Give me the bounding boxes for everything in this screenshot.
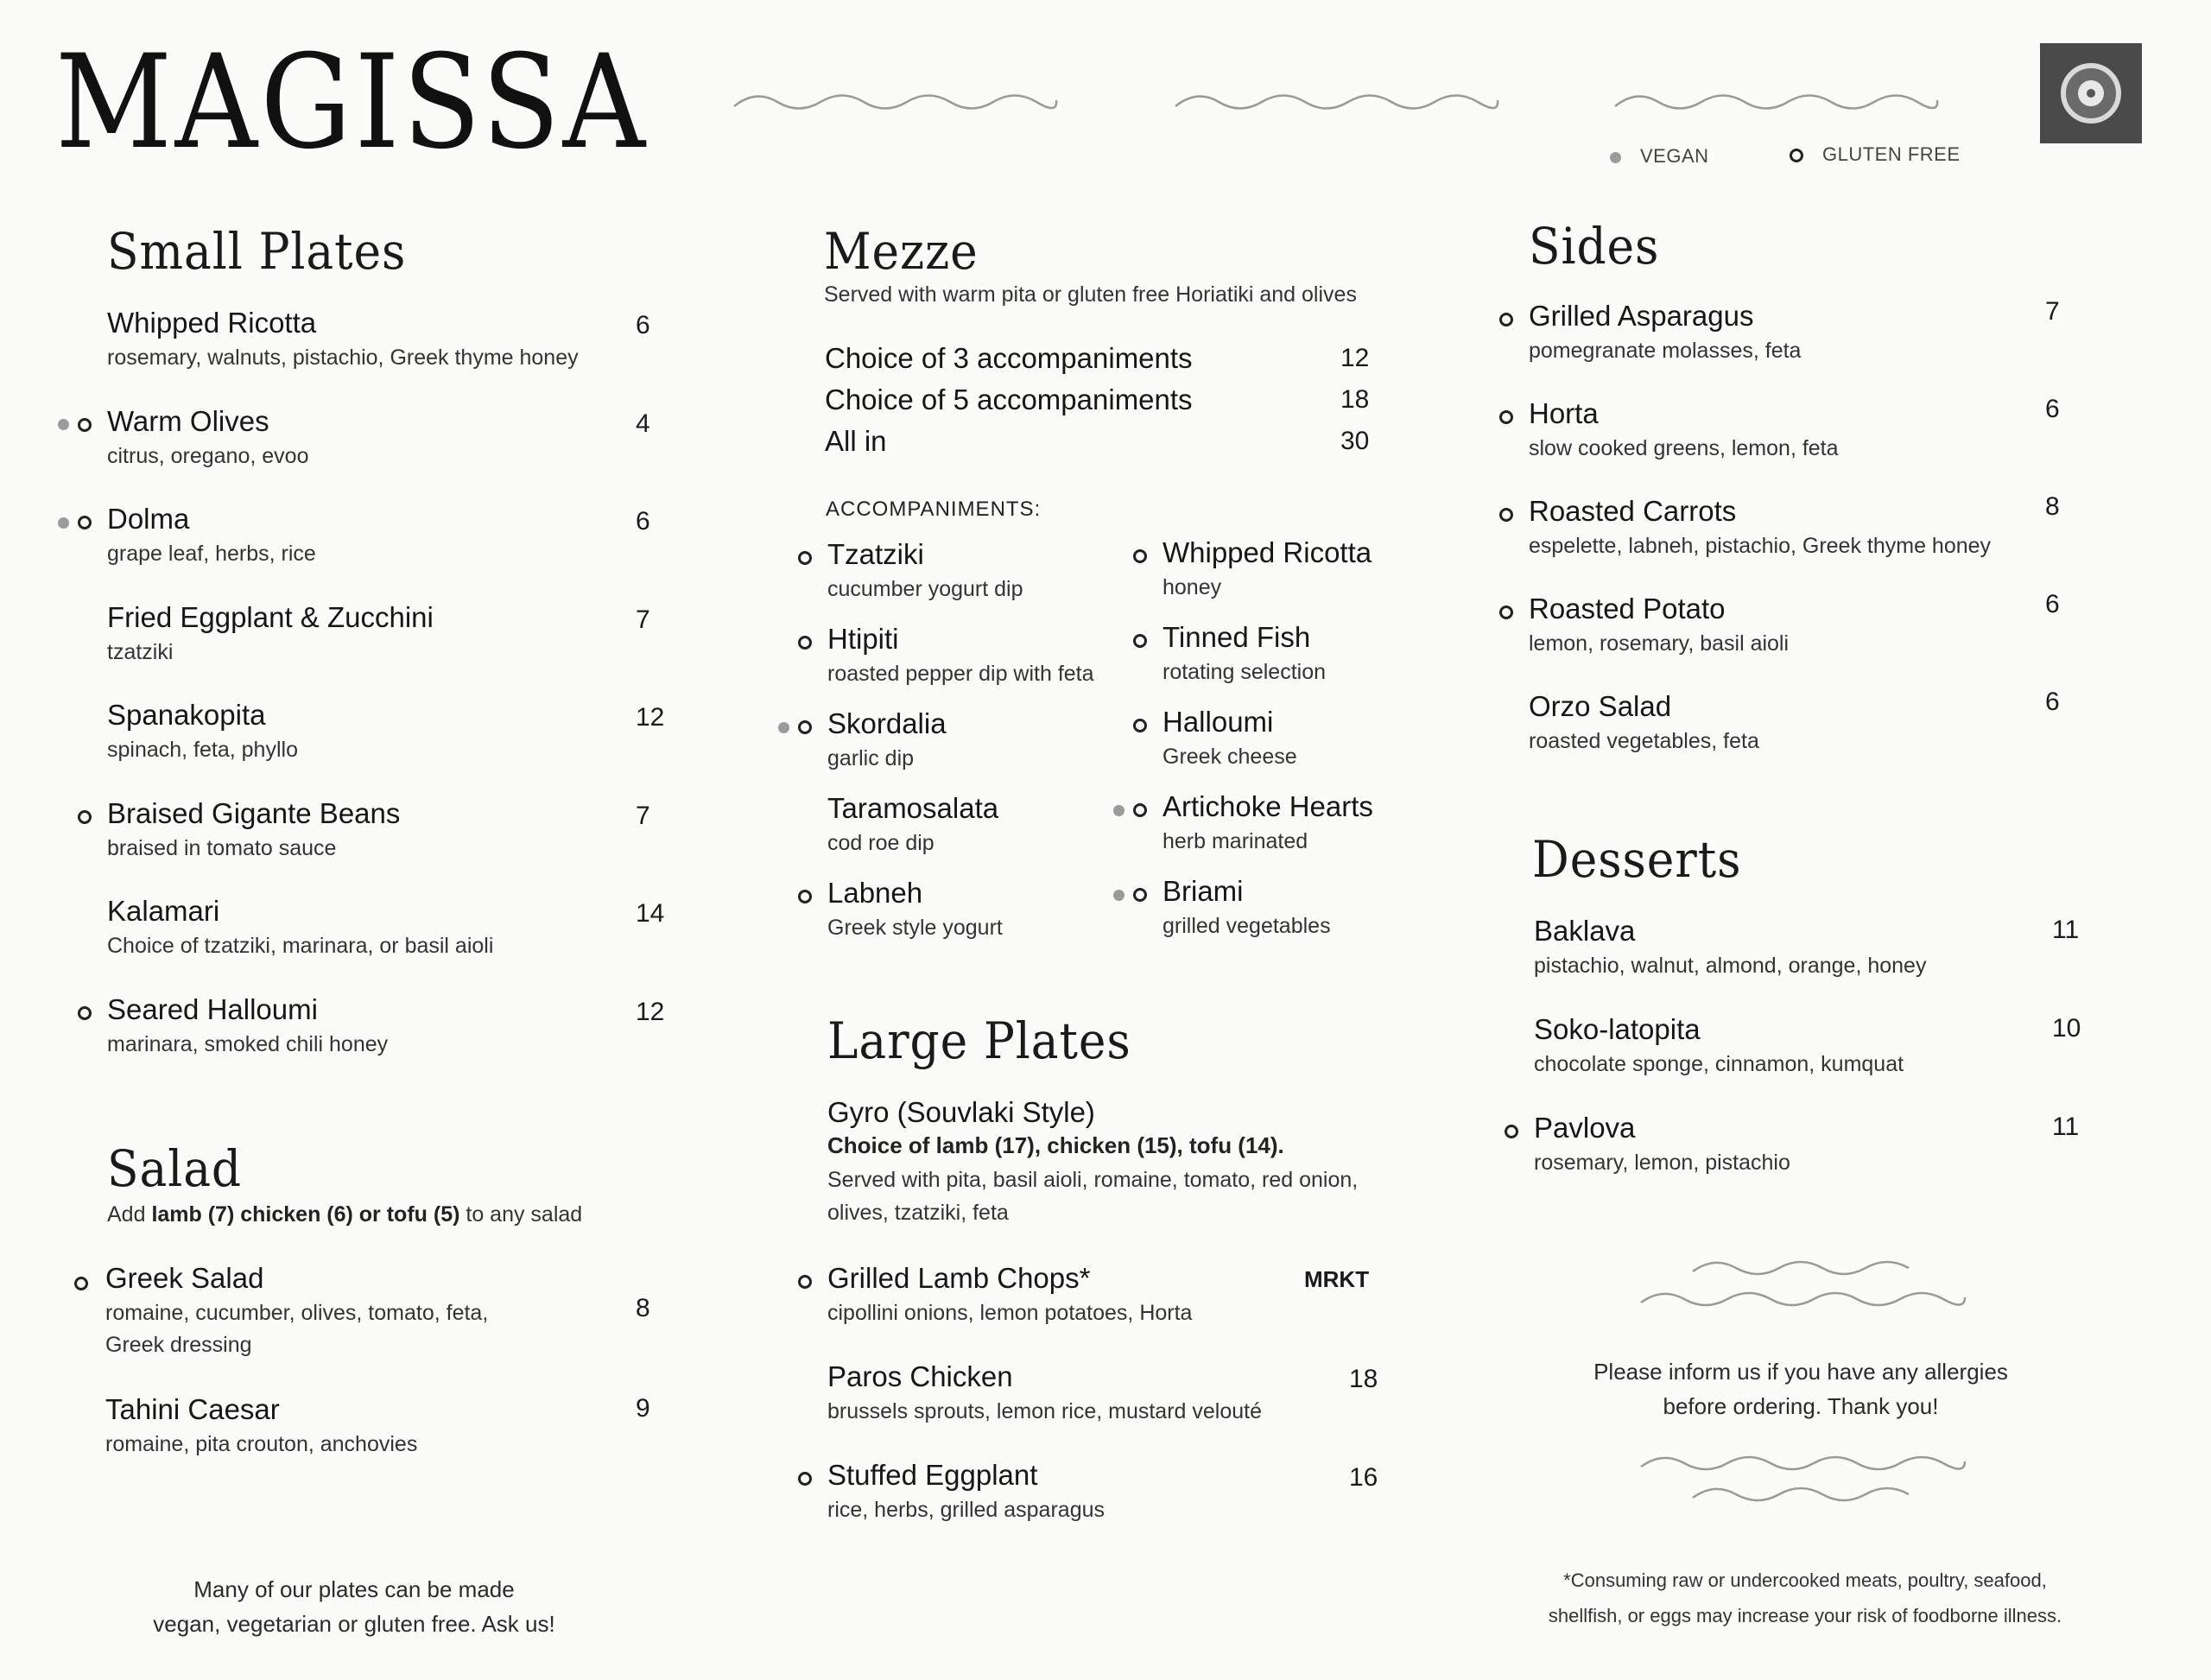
menu-item — [827, 1460, 1105, 1526]
mezze-choice-price: 18 — [1340, 385, 1370, 414]
menu-item — [107, 896, 493, 962]
vegan-dot-icon — [1113, 890, 1125, 901]
item-desc: roasted pepper dip with feta — [827, 662, 1094, 687]
item-name: Orzo Salad — [1529, 690, 1672, 722]
menu-item — [1529, 691, 1759, 758]
menu-item — [107, 504, 316, 570]
small-plates-title: Small Plates — [107, 222, 407, 281]
item-price: 8 — [636, 1294, 650, 1322]
item-marks — [1499, 508, 1513, 522]
item-desc: spinach, feta, phyllo — [107, 738, 298, 763]
item-desc: grilled vegetables — [1163, 914, 1331, 939]
brand-logo-text: MAGISSA — [55, 28, 649, 178]
item-price: 7 — [636, 801, 650, 830]
item-desc: cipollini onions, lemon potatoes, Horta — [827, 1301, 1193, 1326]
item-desc: honey — [1163, 575, 1222, 600]
item-name: Labneh — [827, 877, 923, 909]
item-desc: cucumber yogurt dip — [827, 577, 1023, 602]
gluten-free-ring-icon — [1133, 803, 1147, 817]
item-marks — [58, 418, 92, 432]
sides-title: Sides — [1529, 217, 1660, 276]
item-desc: rosemary, lemon, pistachio — [1534, 1151, 1790, 1176]
mezze-choice-label: Choice of 3 accompaniments — [825, 342, 1193, 374]
gluten-free-ring-icon — [798, 1275, 812, 1289]
item-name: Htipiti — [827, 623, 899, 655]
item-price: 11 — [2052, 916, 2080, 944]
large-plates-title: Large Plates — [827, 1011, 1131, 1070]
item-marks — [1499, 410, 1513, 424]
menu-item — [1163, 876, 1331, 942]
item-name: Artichoke Hearts — [1163, 790, 1373, 822]
item-desc: Choice of tzatziki, marinara, or basil aioli — [107, 934, 494, 959]
menu-item — [827, 793, 998, 859]
item-price: 6 — [636, 311, 650, 339]
menu-item — [107, 700, 298, 766]
item-price: 12 — [636, 703, 665, 732]
item-price: 9 — [636, 1394, 650, 1423]
item-price: 16 — [1349, 1463, 1378, 1492]
menu-item — [1529, 496, 1991, 562]
item-marks — [798, 1275, 812, 1289]
item-price: MRKT — [1304, 1266, 1370, 1292]
item-desc: pistachio, walnut, almond, orange, honey — [1534, 954, 1927, 979]
menu-item — [827, 878, 1003, 944]
menu-item — [1529, 301, 1801, 367]
item-price: 14 — [636, 899, 665, 928]
item-price: 6 — [2045, 688, 2060, 716]
item-name: Stuffed Eggplant — [827, 1459, 1038, 1491]
item-marks — [1133, 634, 1147, 648]
salad-subtitle: Add lamb (7) chicken (6) or tofu (5) to any salad — [107, 1202, 583, 1227]
gluten-free-ring-icon — [78, 810, 92, 824]
item-name: Halloumi — [1163, 706, 1274, 738]
vegan-dot-icon — [1113, 805, 1125, 816]
item-name: Tinned Fish — [1163, 621, 1311, 653]
item-marks — [798, 890, 812, 903]
vegan-dot-icon — [58, 517, 69, 529]
gluten-free-ring-icon — [1133, 888, 1147, 902]
desserts-title: Desserts — [1532, 830, 1742, 889]
item-name: Whipped Ricotta — [107, 307, 317, 339]
menu-item — [105, 1263, 488, 1360]
item-desc: cod roe dip — [827, 831, 934, 856]
legend-vegan: VEGAN — [1610, 145, 1709, 168]
gluten-free-ring-icon — [1133, 549, 1147, 563]
mezze-choice-label: All in — [825, 425, 887, 457]
item-name: Pavlova — [1534, 1112, 1636, 1144]
item-price: 4 — [636, 409, 650, 438]
item-price: 18 — [1349, 1365, 1378, 1393]
item-marks — [798, 1472, 812, 1486]
wave-decoration-3 — [1611, 85, 1939, 119]
item-desc: Greek cheese — [1163, 745, 1297, 770]
gluten-free-ring-icon — [74, 1277, 88, 1290]
item-desc: tzatziki — [107, 639, 174, 664]
item-desc: espelette, labneh, pistachio, Greek thyme honey — [1529, 534, 1992, 559]
legend-gluten-free: GLUTEN FREE — [1790, 143, 1961, 166]
item-name: Dolma — [107, 503, 190, 535]
item-name: Greek Salad — [105, 1262, 264, 1294]
menu-item — [1529, 398, 1839, 465]
item-name: Kalamari — [107, 895, 220, 927]
gluten-free-ring-icon — [1499, 313, 1513, 326]
menu-item — [1163, 622, 1326, 688]
restaurant-emblem-icon — [2040, 43, 2142, 143]
item-desc: chocolate sponge, cinnamon, kumquat — [1534, 1052, 1904, 1077]
item-marks — [1113, 803, 1147, 817]
gluten-free-ring-icon — [1499, 508, 1513, 522]
consuming-raw-disclaimer: *Consuming raw or undercooked meats, poultry, seafood, shellfish, or eggs may increase your risk of foodborne illness. — [1548, 1569, 2062, 1626]
item-name: Gyro (Souvlaki Style) — [827, 1096, 1095, 1128]
menu-item — [827, 1361, 1262, 1428]
item-desc: slow cooked greens, lemon, feta — [1529, 436, 1839, 461]
menu-item — [1163, 537, 1372, 604]
item-desc: rotating selection — [1163, 660, 1327, 685]
vegan-dot-icon — [778, 722, 789, 733]
item-marks — [1133, 719, 1147, 732]
item-name: Fried Eggplant & Zucchini — [107, 600, 434, 633]
menu-item — [107, 994, 388, 1061]
item-name: Warm Olives — [107, 404, 269, 437]
menu-item — [107, 798, 400, 865]
menu-item — [827, 624, 1094, 690]
menu-item-gyro — [827, 1097, 1358, 1230]
allergy-note: Please inform us if you have any allergies before ordering. Thank you! — [1593, 1359, 2008, 1420]
item-desc: pomegranate molasses, feta — [1529, 339, 1802, 364]
vegan-dot-icon — [58, 419, 69, 430]
item-price: 6 — [636, 507, 650, 536]
gluten-free-ring-icon — [1505, 1125, 1518, 1138]
item-desc: lemon, rosemary, basil aioli — [1529, 631, 1790, 656]
item-marks — [78, 1006, 92, 1020]
item-price: 11 — [2052, 1113, 2080, 1141]
gluten-free-ring-icon — [798, 720, 812, 734]
menu-item — [1163, 791, 1373, 858]
gluten-free-ring-icon — [78, 418, 92, 432]
item-desc: marinara, smoked chili honey — [107, 1031, 389, 1056]
gluten-free-ring-icon — [798, 1472, 812, 1486]
wave-decoration-5 — [1632, 1451, 1995, 1512]
menu-item — [827, 708, 947, 775]
menu-item — [107, 602, 434, 669]
item-price: 7 — [636, 605, 650, 634]
gluten-free-ring-icon — [1499, 410, 1513, 424]
item-name: Grilled Asparagus — [1529, 300, 1754, 332]
item-desc: braised in tomato sauce — [107, 835, 337, 860]
item-price: 6 — [2045, 590, 2060, 618]
item-desc: garlic dip — [827, 746, 915, 771]
wave-decoration-4 — [1632, 1252, 1995, 1313]
item-name: Roasted Potato — [1529, 593, 1726, 624]
item-marks — [74, 1277, 88, 1290]
menu-item — [1163, 707, 1297, 773]
item-name: Soko-latopita — [1534, 1013, 1701, 1045]
accompaniments-label: ACCOMPANIMENTS: — [826, 498, 1042, 521]
item-marks — [1499, 605, 1513, 619]
item-marks — [1133, 549, 1147, 563]
menu-item — [105, 1394, 417, 1461]
item-price: 8 — [2045, 492, 2060, 521]
menu-item — [107, 406, 308, 472]
item-marks — [1505, 1125, 1518, 1138]
item-name: Whipped Ricotta — [1163, 536, 1372, 568]
item-name: Taramosalata — [827, 792, 999, 824]
item-marks — [798, 636, 812, 650]
gluten-free-ring-icon — [1499, 605, 1513, 619]
gluten-free-ring-icon — [1133, 719, 1147, 732]
item-name: Paros Chicken — [827, 1360, 1013, 1392]
item-marks — [778, 720, 812, 734]
item-name: Spanakopita — [107, 699, 266, 731]
menu-item — [1534, 916, 1926, 982]
item-desc: brussels sprouts, lemon rice, mustard velouté — [827, 1399, 1262, 1424]
item-name: Seared Halloumi — [107, 992, 318, 1025]
salad-title: Salad — [107, 1139, 243, 1198]
menu-item — [1534, 1014, 1904, 1081]
wave-decoration-2 — [1171, 85, 1499, 119]
item-desc: rice, herbs, grilled asparagus — [827, 1498, 1105, 1523]
item-name: Tahini Caesar — [105, 1393, 280, 1425]
gluten-free-ring-icon — [1790, 149, 1803, 162]
item-marks — [798, 551, 812, 565]
item-desc: herb marinated — [1163, 829, 1308, 854]
mezze-choice-label: Choice of 5 accompaniments — [825, 384, 1193, 415]
item-marks — [78, 810, 92, 824]
item-marks — [1113, 888, 1147, 902]
item-price: 12 — [636, 997, 665, 1026]
menu-item — [1529, 593, 1789, 660]
item-name: Roasted Carrots — [1529, 495, 1737, 527]
menu-item — [827, 539, 1023, 605]
left-footer-note: Many of our plates can be made vegan, vegetarian or gluten free. Ask us! — [153, 1576, 555, 1638]
item-name: Skordalia — [827, 707, 947, 739]
menu-item — [827, 1263, 1192, 1329]
item-desc: roasted vegetables, feta — [1529, 729, 1759, 754]
item-desc: romaine, cucumber, olives, tomato, feta, Greek dressing — [105, 1301, 489, 1357]
gluten-free-ring-icon — [78, 1006, 92, 1020]
item-name: Briami — [1163, 875, 1244, 907]
item-desc: romaine, pita crouton, anchovies — [105, 1432, 418, 1457]
mezze-choice-price: 12 — [1340, 344, 1370, 372]
item-price: 10 — [2052, 1014, 2081, 1043]
item-name: Horta — [1529, 397, 1599, 429]
item-desc: Choice of lamb (17), chicken (15), tofu (14). Served with pita, basil aioli, romaine, tomato, red onion, olives, tzatziki, feta — [827, 1132, 1359, 1226]
menu-item — [1534, 1113, 1790, 1179]
item-marks — [58, 516, 92, 529]
mezze-choice-price: 30 — [1340, 427, 1370, 455]
vegan-dot-icon — [1610, 152, 1621, 163]
item-marks — [1499, 313, 1513, 326]
gluten-free-ring-icon — [798, 890, 812, 903]
gluten-free-ring-icon — [798, 551, 812, 565]
gluten-free-ring-icon — [798, 636, 812, 650]
item-desc: rosemary, walnuts, pistachio, Greek thyme honey — [107, 346, 579, 371]
mezze-title: Mezze — [824, 222, 979, 281]
item-desc: citrus, oregano, evoo — [107, 443, 309, 468]
item-desc: grape leaf, herbs, rice — [107, 542, 316, 567]
item-name: Tzatziki — [827, 538, 924, 570]
wave-decoration-1 — [730, 85, 1058, 119]
gluten-free-ring-icon — [1133, 634, 1147, 648]
gluten-free-ring-icon — [78, 516, 92, 529]
menu-item — [107, 307, 579, 374]
item-price: 6 — [2045, 395, 2060, 423]
mezze-subtitle: Served with warm pita or gluten free Horiatiki and olives — [824, 282, 1357, 307]
item-desc: Greek style yogurt — [827, 916, 1003, 941]
item-name: Grilled Lamb Chops* — [827, 1262, 1091, 1294]
item-name: Braised Gigante Beans — [107, 796, 401, 829]
item-price: 7 — [2045, 297, 2060, 326]
item-name: Baklava — [1534, 915, 1636, 947]
